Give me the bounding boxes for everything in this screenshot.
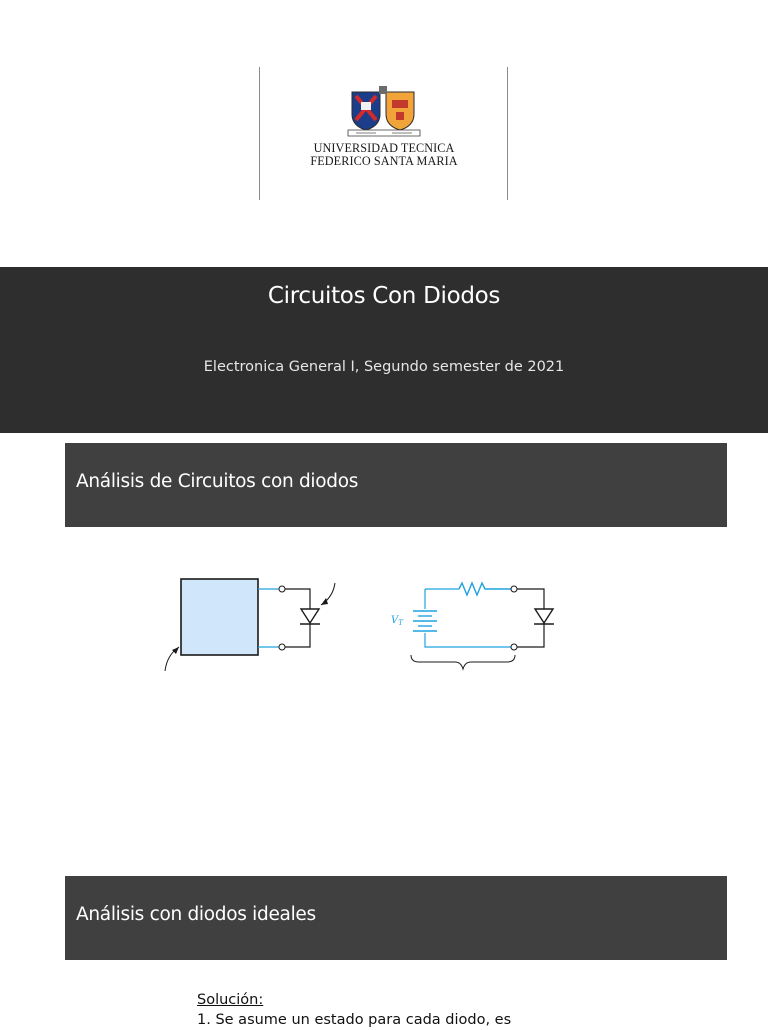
university-logo xyxy=(300,80,468,186)
logo-area xyxy=(0,0,768,267)
slide-title: Circuitos Con Diodos xyxy=(267,283,501,309)
logo-divider-right xyxy=(507,67,508,200)
source-label: $V_T$ xyxy=(391,615,403,627)
network-box xyxy=(181,579,258,655)
solution-step-1: 1. Se asume un estado para cada diodo, es xyxy=(197,1012,512,1028)
diode-wire-right xyxy=(517,589,544,647)
section-header-circuit-analysis xyxy=(65,443,727,527)
university-crest-icon xyxy=(346,86,422,138)
terminal-top-right xyxy=(511,586,517,592)
equivalent-brace xyxy=(411,655,515,669)
terminal-top-left xyxy=(279,586,285,592)
solution-text xyxy=(197,990,717,1030)
thevenin-wire xyxy=(425,589,511,647)
section-title: Análisis con diodos ideales xyxy=(76,904,316,925)
logo-divider-left xyxy=(259,67,260,200)
section-title: Análisis de Circuitos con diodos xyxy=(76,471,359,492)
terminal-bottom-left xyxy=(279,644,285,650)
terminal-bottom-right xyxy=(511,644,517,650)
slide-subtitle: Electronica General I, Segundo semester de 2021 xyxy=(203,359,565,375)
diode-symbol-right xyxy=(535,609,553,623)
university-name xyxy=(300,142,468,168)
resistor-symbol xyxy=(459,583,511,595)
diode-symbol-left xyxy=(301,609,319,623)
title-band xyxy=(0,267,768,433)
solution-heading: Solución: xyxy=(197,992,264,1008)
university-name-line2: FEDERICO SANTA MARIA xyxy=(310,154,458,168)
university-name-line1: UNIVERSIDAD TECNICA xyxy=(313,141,455,155)
diode-pointer-arrow xyxy=(321,583,335,605)
section-header-ideal-diodes xyxy=(65,876,727,960)
diode-circuit-diagram xyxy=(155,565,575,680)
